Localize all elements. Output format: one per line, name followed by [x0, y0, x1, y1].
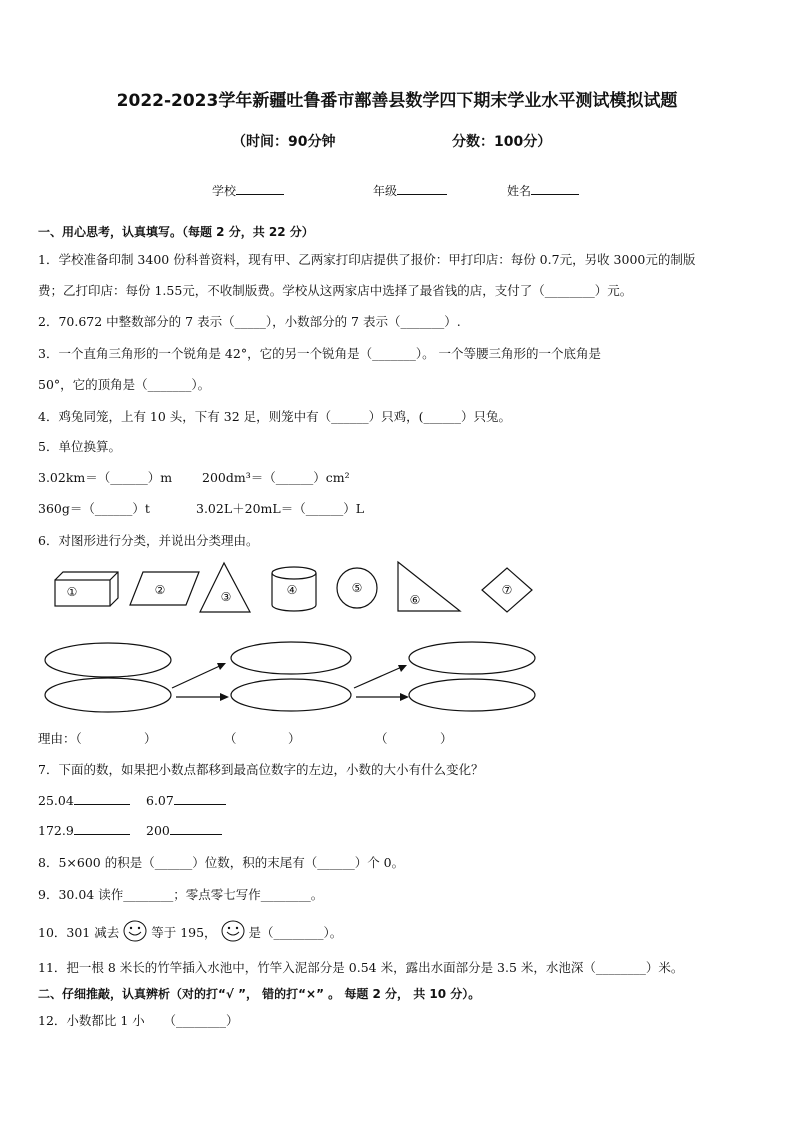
category-ellipse-1[interactable] [45, 643, 171, 677]
reason-close-2: ） [288, 731, 301, 746]
q3-line1: 3．一个直角三角形的一个锐角是 42°，它的另一个锐角是（_______）。 一个等腰三角形的一个底角是 [38, 346, 602, 361]
name-field[interactable] [507, 182, 579, 199]
smiley-icon [221, 920, 245, 942]
q5-heading: 5．单位换算。 [38, 439, 121, 454]
shape-label-2: ② [154, 583, 166, 597]
q3-line2: 50°，它的顶角是（_______）。 [38, 377, 211, 392]
shape-label-7: ⑦ [501, 583, 513, 597]
shape-label-6: ⑥ [409, 593, 421, 607]
arrow-1 [172, 664, 224, 688]
shape-label-1: ① [66, 585, 78, 599]
grade-blank[interactable] [397, 182, 447, 195]
q1-line2: 费；乙打印店：每份 1.55元，不收制版费。学校从这两家店中选择了最省钱的店，支付了（________）元。 [38, 283, 633, 298]
shapes-figure [0, 555, 794, 725]
q7-item-3 [38, 822, 130, 838]
q5-d: 3.02L＋20mL＝（______）L [196, 501, 364, 516]
reason-close-1: ） [144, 731, 157, 746]
name-label: 姓名 [507, 184, 532, 198]
section1-heading: 一、用心思考，认真填写。（每题 2 分，共 22 分） [38, 225, 314, 239]
category-ellipse-6[interactable] [409, 679, 535, 711]
category-ellipse-3[interactable] [231, 642, 351, 674]
reason-open-2: （ [224, 731, 237, 746]
q9: 9．30.04 读作________；零点零七写作________。 [38, 887, 324, 902]
arrow-3 [354, 666, 404, 688]
school-label: 学校 [212, 184, 237, 198]
q5-b: 200dm³＝（______）cm² [202, 470, 350, 485]
section2-heading: 二、仔细推敲，认真辨析（对的打“√ ”， 错的打“×” 。 每题 2 分， 共 10 分）。 [38, 987, 481, 1001]
q7-blank-4[interactable] [170, 822, 222, 835]
q7-number-2: 6.07 [146, 793, 174, 808]
exam-score: 分数：100分） [452, 134, 552, 150]
q5-c: 360g＝（______）t [38, 501, 150, 516]
q7-number-4: 200 [146, 823, 170, 838]
exam-time: （时间：90分钟 [232, 134, 336, 150]
category-ellipse-5[interactable] [409, 642, 535, 674]
q10-part3: 是（________）。 [248, 925, 343, 940]
q7-number-3: 172.9 [38, 823, 74, 838]
school-blank[interactable] [236, 182, 284, 195]
q7-blank-3[interactable] [74, 822, 130, 835]
q6-heading: 6．对图形进行分类，并说出分类理由。 [38, 533, 259, 548]
q12: 12．小数都比 1 小 （________） [38, 1013, 239, 1028]
cuboid-shape [55, 572, 118, 606]
q10-part1: 10．301 减去 [38, 925, 120, 940]
shape-label-4: ④ [286, 583, 298, 597]
q7-blank-1[interactable] [74, 792, 130, 805]
right-triangle-shape [398, 562, 460, 611]
smiley-icon [123, 920, 147, 942]
q2: 2．70.672 中整数部分的 7 表示（_____），小数部分的 7 表示（_______）. [38, 314, 461, 329]
shape-label-3: ③ [220, 590, 232, 604]
category-ellipse-2[interactable] [45, 678, 171, 712]
grade-label: 年级 [373, 184, 398, 198]
q7-heading: 7．下面的数，如果把小数点都移到最高位数字的左边，小数的大小有什么变化？ [38, 762, 484, 777]
q7-item-1 [38, 792, 130, 808]
q7-item-2 [146, 792, 226, 808]
name-blank[interactable] [531, 182, 579, 195]
page-title: 2022-2023学年新疆吐鲁番市鄯善县数学四下期末学业水平测试模拟试题 [116, 91, 678, 111]
q7-blank-2[interactable] [174, 792, 226, 805]
q1-line1: 1．学校准备印制 3400 份科普资料，现有甲、乙两家打印店提供了报价：甲打印店：每份 0.7元，另收 3000元的制版 [38, 252, 696, 267]
reason-close-3: ） [440, 731, 453, 746]
q4: 4．鸡兔同笼，上有 10 头，下有 32 足，则笼中有（______）只鸡，(______）只兔。 [38, 409, 512, 424]
school-field[interactable] [212, 182, 284, 199]
q8: 8．5×600 的积是（______）位数，积的末尾有（______）个 0。 [38, 855, 405, 870]
q10 [38, 920, 342, 942]
q11: 11．把一根 8 米长的竹竿插入水池中，竹竿入泥部分是 0.54 米，露出水面部分是 3.5 米，水池深（________）米。 [38, 960, 684, 975]
shape-label-5: ⑤ [351, 581, 363, 595]
triangle-shape [200, 563, 250, 612]
grade-field[interactable] [373, 182, 447, 199]
category-ellipse-4[interactable] [231, 679, 351, 711]
q7-item-4 [146, 822, 222, 838]
reason-label: 理由：（ [38, 731, 82, 746]
q5-a: 3.02km＝（______）m [38, 470, 173, 485]
q10-part2: 等于 195， [151, 925, 217, 940]
reason-open-3: （ [375, 731, 388, 746]
q7-number-1: 25.04 [38, 793, 74, 808]
